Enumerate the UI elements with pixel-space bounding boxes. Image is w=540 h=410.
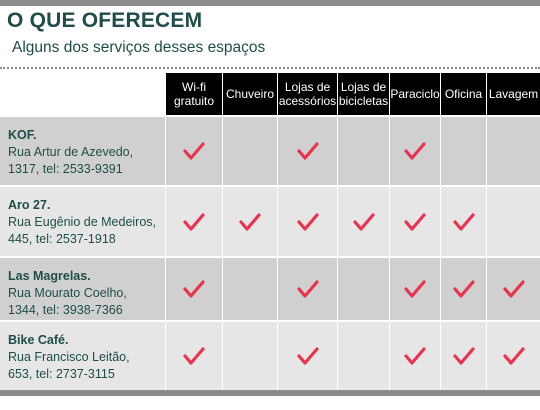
shop-info (0, 115, 165, 185)
service-cell (486, 185, 540, 256)
shop-address: Rua Eugênio de Medeiros, (8, 215, 157, 229)
column-header-bike-shops: Lojas de bicicletas (337, 73, 389, 115)
shop-info (0, 256, 165, 320)
shop-name: Bike Café. (8, 333, 69, 347)
checkmark-icon (297, 279, 319, 299)
service-cell (486, 115, 540, 185)
shop-address: Rua Francisco Leitão, (8, 350, 130, 364)
column-header-bike-rack: Paraciclo (389, 73, 440, 115)
checkmark-icon (297, 346, 319, 366)
service-cell (440, 320, 486, 390)
service-cell (165, 115, 222, 185)
table-corner (0, 73, 165, 115)
service-cell (389, 115, 440, 185)
top-rule (0, 0, 540, 6)
shop-phone: 445, tel: 2537-1918 (8, 232, 116, 246)
checkmark-icon (404, 346, 426, 366)
page-subtitle: Alguns dos serviços desses espaços (12, 39, 266, 56)
service-cell (222, 185, 277, 256)
page-title: O QUE OFERECEM (7, 9, 203, 32)
service-cell (440, 185, 486, 256)
service-cell (389, 185, 440, 256)
checkmark-icon (503, 346, 525, 366)
checkmark-icon (183, 279, 205, 299)
service-cell (222, 320, 277, 390)
shop-name: KOF. (8, 128, 37, 142)
checkmark-icon (353, 212, 375, 232)
column-header-accessory-shops: Lojas de acessórios (277, 73, 337, 115)
service-cell (222, 115, 277, 185)
column-header-workshop: Oficina (440, 73, 486, 115)
services-table (0, 73, 540, 390)
checkmark-icon (404, 212, 426, 232)
dotted-divider (0, 67, 540, 69)
column-header-washing: Lavagem (486, 73, 540, 115)
shop-info (0, 320, 165, 390)
shop-info (0, 185, 165, 256)
service-cell (337, 256, 389, 320)
service-cell (389, 320, 440, 390)
shop-name: Aro 27. (8, 198, 51, 212)
service-cell (440, 115, 486, 185)
shop-address: Rua Artur de Azevedo, (8, 145, 134, 159)
shop-phone: 1344, tel: 3938-7366 (8, 303, 123, 317)
shop-phone: 653, tel: 2737-3115 (8, 367, 115, 381)
shop-address: Rua Mourato Coelho, (8, 286, 127, 300)
bottom-rule (0, 390, 540, 396)
service-cell (277, 320, 337, 390)
checkmark-icon (239, 212, 261, 232)
checkmark-icon (297, 212, 319, 232)
service-cell (389, 256, 440, 320)
column-header-shower: Chuveiro (222, 73, 277, 115)
shop-phone: 1317, tel: 2533-9391 (8, 162, 123, 176)
checkmark-icon (183, 212, 205, 232)
service-cell (486, 256, 540, 320)
service-cell (337, 185, 389, 256)
checkmark-icon (183, 141, 205, 161)
service-cell (277, 256, 337, 320)
checkmark-icon (453, 212, 475, 232)
service-cell (165, 256, 222, 320)
checkmark-icon (453, 279, 475, 299)
column-header-wifi: Wi-fi gratuito (165, 73, 222, 115)
service-cell (277, 185, 337, 256)
service-cell (165, 320, 222, 390)
service-cell (337, 115, 389, 185)
shop-name: Las Magrelas. (8, 269, 91, 283)
checkmark-icon (404, 279, 426, 299)
checkmark-icon (453, 346, 475, 366)
checkmark-icon (297, 141, 319, 161)
service-cell (440, 256, 486, 320)
checkmark-icon (503, 279, 525, 299)
service-cell (337, 320, 389, 390)
service-cell (222, 256, 277, 320)
service-cell (277, 115, 337, 185)
checkmark-icon (404, 141, 426, 161)
checkmark-icon (183, 346, 205, 366)
service-cell (486, 320, 540, 390)
service-cell (165, 185, 222, 256)
